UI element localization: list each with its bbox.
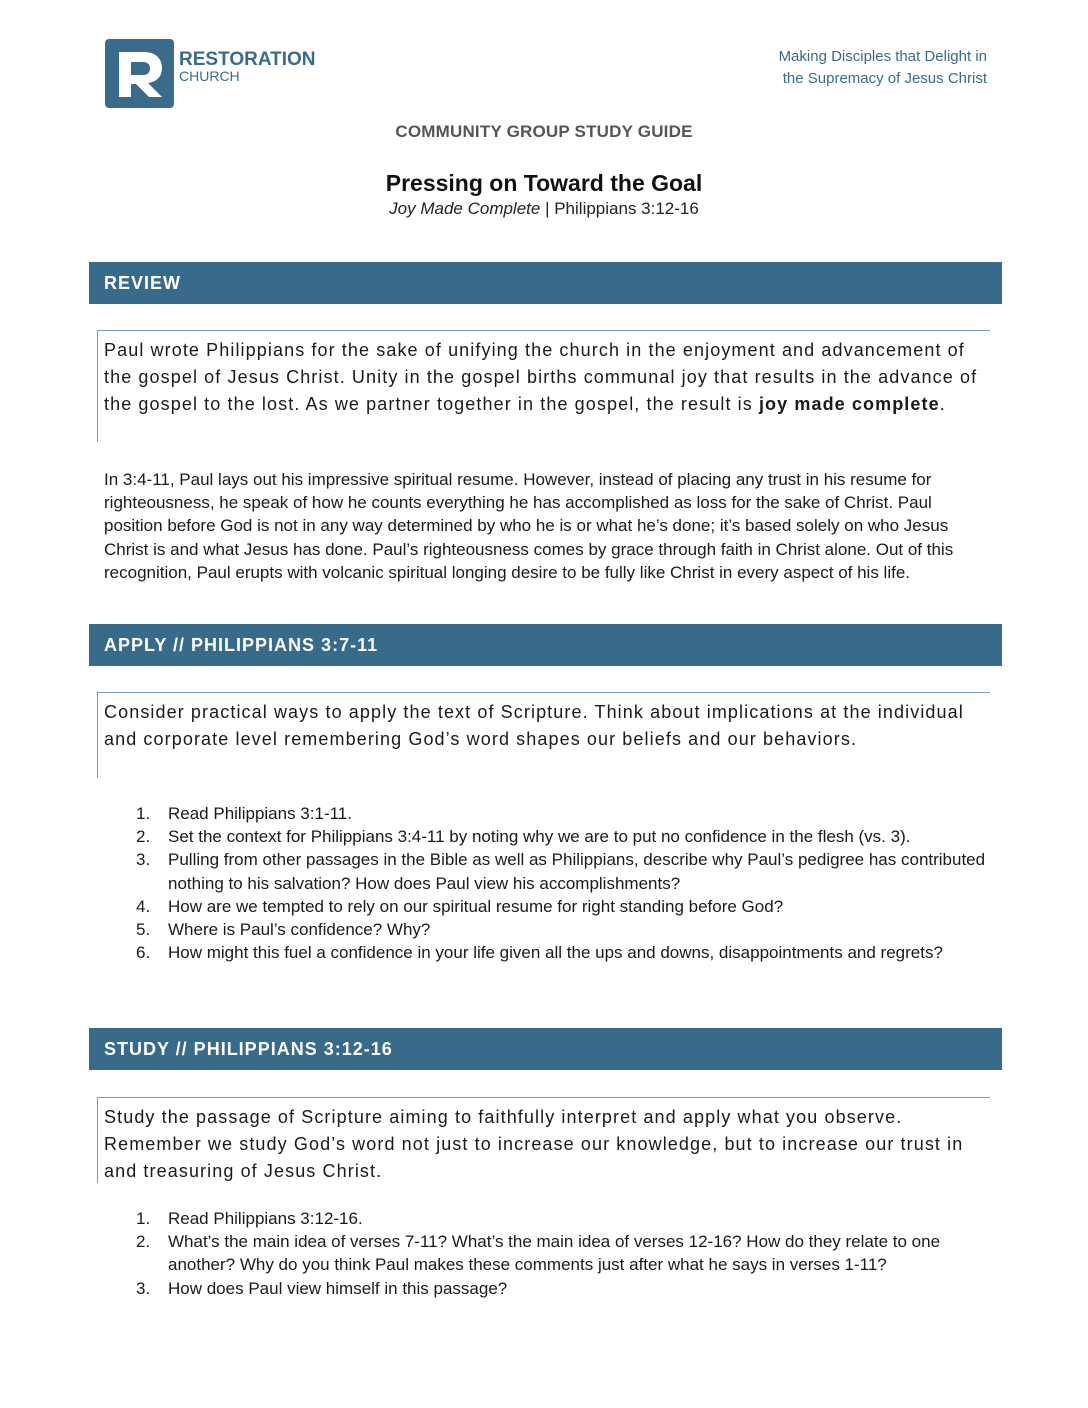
study-question-list bbox=[130, 1207, 990, 1300]
question-text: Set the context for Philippians 3:4-11 by noting why we are to put no confidence in the flesh (vs. 3). bbox=[168, 827, 911, 847]
question-number: 3. bbox=[136, 1278, 151, 1298]
question-number: 1. bbox=[136, 1209, 151, 1228]
question-number: 6. bbox=[136, 943, 151, 963]
page-title: Pressing on Toward the Goal bbox=[385, 170, 703, 196]
list-item bbox=[130, 1230, 990, 1276]
question-text: Read Philippians 3:12-16. bbox=[168, 1209, 363, 1228]
question-number: 2. bbox=[136, 827, 151, 847]
logo-r-icon bbox=[105, 39, 174, 108]
question-number: 2. bbox=[136, 1232, 151, 1252]
tagline-line-2: the Supremacy of Jesus Christ bbox=[782, 70, 987, 87]
review-heading: REVIEW bbox=[89, 262, 1002, 304]
question-text: Where is Paul’s confidence? Why? bbox=[168, 920, 431, 940]
review-intro-box bbox=[97, 330, 990, 442]
passage-reference: Philippians 3:12-16 bbox=[554, 199, 699, 218]
tagline-line-1: Making Disciples that Delight in bbox=[778, 48, 987, 65]
apply-intro-text: Consider practical ways to apply the text of Scripture. Think about implications at the individual and corporate level remembering God’s word shapes our beliefs and our behaviors. bbox=[104, 702, 964, 749]
review-paragraph: In 3:4-11, Paul lays out his impressive spiritual resume. However, instead of placing any trust in his resume for righteousness, he speak of how he counts everything he has accomplished as loss for the sake of Christ. Paul position before God is not in any way determined by who he is or what he’s done; it’s based solely on who Jesus Christ is and what Jesus has done. Paul’s righteousness comes by grace through faith in Christ alone. Out of this recognition, Paul erupts with volcanic spiritual longing desire to be fully like Christ in every aspect of his life. bbox=[104, 470, 954, 582]
logo-line-1: RESTORATION bbox=[179, 49, 316, 70]
list-item bbox=[130, 1207, 990, 1230]
subtitle-separator: | bbox=[540, 199, 555, 218]
question-number: 4. bbox=[136, 896, 151, 916]
question-text: Pulling from other passages in the Bible as well as Philippians, describe why Paul’s pedigree has contributed nothing to his salvation? How does Paul view his accomplishments? bbox=[168, 850, 986, 893]
question-text: How might this fuel a confidence in your life given all the ups and downs, disappointments and regrets? bbox=[168, 943, 943, 963]
question-text: Read Philippians 3:1-11. bbox=[168, 804, 352, 823]
study-heading: STUDY // PHILIPPIANS 3:12-16 bbox=[89, 1028, 1002, 1070]
question-text: How are we tempted to rely on our spiritual resume for right standing before God? bbox=[168, 896, 784, 916]
list-item bbox=[130, 895, 990, 918]
page-subtitle bbox=[0, 199, 1088, 219]
logo-line-2: CHURCH bbox=[179, 68, 240, 84]
list-item bbox=[130, 918, 990, 941]
apply-question-list bbox=[130, 802, 990, 964]
guide-title: COMMUNITY GROUP STUDY GUIDE bbox=[395, 122, 693, 141]
study-intro-box bbox=[97, 1097, 990, 1183]
apply-heading: APPLY // PHILIPPIANS 3:7-11 bbox=[89, 624, 1002, 666]
question-text: How does Paul view himself in this passage? bbox=[168, 1278, 508, 1298]
list-item bbox=[130, 1277, 990, 1300]
review-intro-emphasis: joy made complete bbox=[758, 394, 940, 414]
list-item bbox=[130, 825, 990, 848]
church-logo bbox=[105, 39, 316, 108]
logo-wordmark bbox=[179, 50, 316, 83]
question-number: 3. bbox=[136, 850, 151, 870]
review-intro-text: Paul wrote Philippians for the sake of unifying the church in the enjoyment and advancement of the gospel of Jesus Christ. Unity in the gospel births communal joy that results in the advance of the gospel to the lost. As we partner together in the gospel, the result is bbox=[104, 340, 978, 414]
list-item bbox=[130, 802, 990, 825]
list-item bbox=[130, 848, 990, 894]
tagline bbox=[779, 46, 987, 90]
review-intro-end: . bbox=[939, 394, 946, 414]
question-number: 1. bbox=[136, 804, 151, 823]
question-text: What’s the main idea of verses 7-11? What’s the main idea of verses 12-16? How do they relate to one another? Why do you think Paul makes these comments just after what he says in verses 1-11? bbox=[168, 1232, 941, 1275]
series-name: Joy Made Complete bbox=[389, 199, 541, 218]
apply-intro-box bbox=[97, 692, 990, 778]
study-intro-text: Study the passage of Scripture aiming to faithfully interpret and apply what you observe. Remember we study God’s word not just to increase our knowledge, but to increase our trust in and treasuring of Jesus Christ. bbox=[104, 1107, 964, 1181]
question-number: 5. bbox=[136, 920, 151, 940]
list-item bbox=[130, 941, 990, 964]
